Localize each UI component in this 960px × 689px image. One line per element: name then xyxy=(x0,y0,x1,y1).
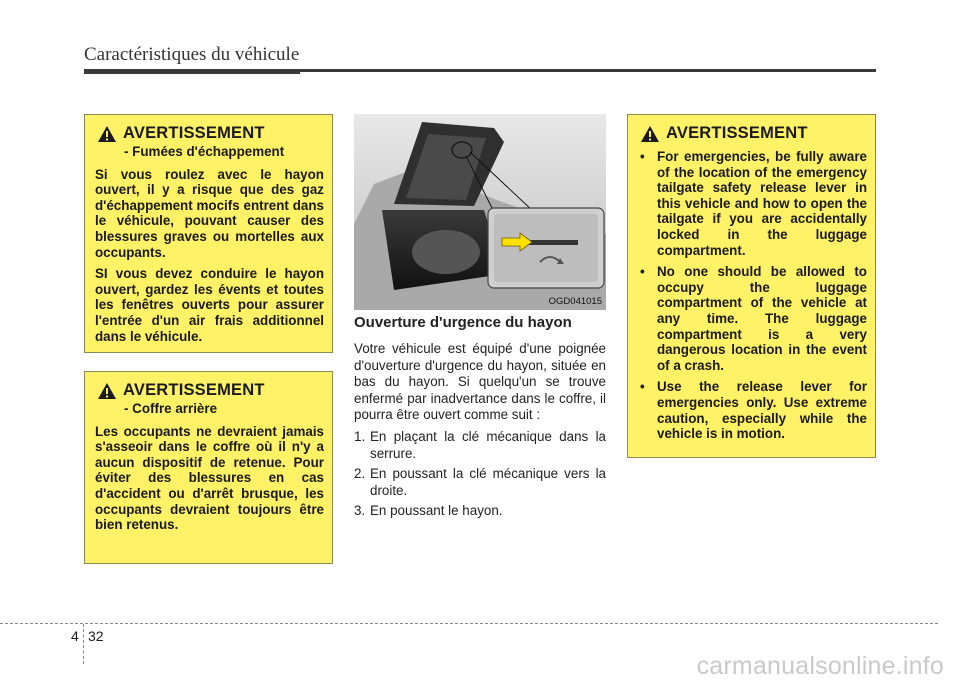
list-item xyxy=(354,429,606,462)
header-rule-accent xyxy=(84,69,300,74)
warning-header xyxy=(640,125,867,143)
step-number: 3. xyxy=(354,503,366,519)
warning-bullet-list xyxy=(638,149,867,442)
warning-subtitle: - Fumées d'échappement xyxy=(124,144,285,159)
warning-paragraph: Si vous roulez avec le hayon ouvert, il y a risque que des gaz d'échappement mocifs entrent dans le véhicule, pouvant causer des blessures graves ou mortelles aux occupants. xyxy=(95,166,324,260)
warning-header xyxy=(97,382,324,400)
step-text: En poussant le hayon. xyxy=(370,503,503,519)
warning-title: AVERTISSEMENT xyxy=(123,124,265,143)
warning-box-emergency xyxy=(627,114,876,458)
warning-paragraph: Les occupants ne devraient jamais s'asseoir dans le coffre où il n'y a aucun dispositif de retenue. Pour éviter des blessures en cas d'accident ou d'arrêt brusque, les occupants devraient toujours être bien retenus. xyxy=(95,423,324,533)
section-intro: Votre véhicule est équipé d'une poignée d'ouverture d'urgence du hayon, située en bas du hayon. Si quelqu'un se trouve enfermé par inadvertance dans le coffre, il pourra être ouvert comme suit : xyxy=(354,341,606,423)
warning-title: AVERTISSEMENT xyxy=(666,124,808,143)
list-item: • No one should be allowed to occupy the luggage compartment of the vehicle at any time. The luggage compartment is a very dangerous location in the event of a crash. xyxy=(638,264,867,373)
step-number: 1. xyxy=(354,429,366,445)
figure-code: OGD041015 xyxy=(548,296,602,307)
watermark: carmanualsonline.info xyxy=(696,652,944,680)
warning-box-exhaust xyxy=(84,114,333,353)
tailgate-release-photo xyxy=(354,114,606,310)
warning-subtitle: - Coffre arrière xyxy=(124,401,218,416)
section-emergency-opening xyxy=(354,315,606,523)
page-number: 32 xyxy=(88,628,104,644)
header-title: Caractéristiques du véhicule xyxy=(84,44,300,65)
section-title: Ouverture d'urgence du hayon xyxy=(354,314,572,331)
step-number: 2. xyxy=(354,466,366,482)
footer-divider xyxy=(83,624,84,664)
warning-triangle-icon xyxy=(640,125,660,143)
list-item: • For emergencies, be fully aware of the location of the emergency tailgate safety release lever in this vehicle and how to open the tailgate if you are accidentally locked in the luggage compartment. xyxy=(638,149,867,258)
tailgate-illustration xyxy=(354,114,606,310)
warning-paragraph: SI vous devez conduire le hayon ouvert, gardez les évents et toutes les fenêtres ouverts pour assurer l'entrée d'un air frais additionnel dans le véhicule. xyxy=(95,266,324,344)
steps-list xyxy=(354,429,606,519)
warning-triangle-icon xyxy=(97,382,117,400)
list-item xyxy=(354,503,606,519)
step-text: En plaçant la clé mécanique dans la serrure. xyxy=(370,429,606,461)
warning-header xyxy=(97,125,324,143)
warning-triangle-icon xyxy=(97,125,117,143)
warning-title: AVERTISSEMENT xyxy=(123,381,265,400)
footer-rule xyxy=(0,623,938,624)
step-text: En poussant la clé mécanique vers la droite. xyxy=(370,466,606,498)
chapter-number: 4 xyxy=(71,628,79,644)
list-item xyxy=(354,466,606,499)
warning-box-trunk xyxy=(84,371,333,564)
list-item: • Use the release lever for emergencies only. Use extreme caution, especially while the vehicle is in motion. xyxy=(638,379,867,441)
